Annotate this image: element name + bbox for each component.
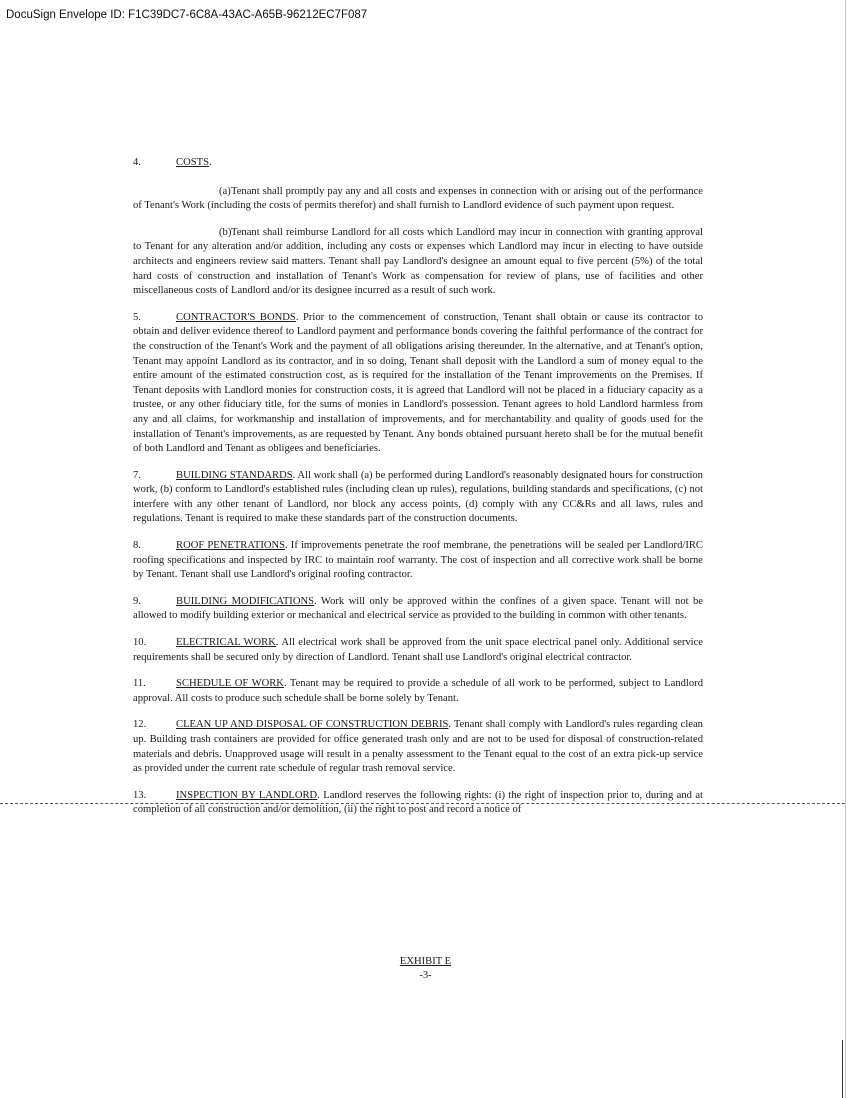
- section-13-title: INSPECTION BY LANDLORD: [176, 789, 318, 801]
- section-4b: (b)Tenant shall reimburse Landlord for all costs which Landlord may incur in connection with granting approval to Tenant for any alteration and/or addition, including any costs or expenses which Landlord may incur in electing to have outside architects and engineers review said matters. Tenant shall pay Landlord's designee an amount equal to five percent (5%) of the total hard costs of construction and installation of Tenant's Work as compensation for review of plans, use of facilities and other miscellaneous costs of Landlord and/or its designee incurred as a result of such work.: [133, 226, 703, 297]
- section-9: 9. BUILDING MODIFICATIONS. Work will only be approved within the confines of a given space. Tenant will not be allowed to modify building exterior or mechanical and electrical service as provided to the building in common with other tenants.: [133, 595, 703, 622]
- section-11: 11. SCHEDULE OF WORK. Tenant may be required to provide a schedule of all work to be performed, subject to Landlord approval. All costs to produce such schedule shall be borne solely by Tenant.: [133, 678, 703, 704]
- section-7: 7. BUILDING STANDARDS. All work shall (a) be performed during Landlord's reasonably designated hours for construction work, (b) conform to Landlord's established rules (including clean up rules), regulations, building standards and specifications, (c) not interfere with any other tenant of Landlord, nor block any access points, (d) comply with any CC&Rs and all laws, rules and regulations. Tenant is required to make these standards part of the construction documents.: [133, 469, 703, 525]
- section-13: 13. INSPECTION BY LANDLORD. Landlord reserves the following rights: (i) the right of inspection prior to, during and at completion of all construction and/or demolition, (ii) the right to post and record a notice of: [133, 789, 703, 816]
- envelope-id: DocuSign Envelope ID: F1C39DC7-6C8A-43AC-A65B-96212EC7F087: [6, 9, 368, 21]
- section-4a: (a)Tenant shall promptly pay any and all costs and expenses in connection with or arising out of the performance of Tenant's Work (including the costs of permits therefor) and shall furnish to Landlord evidence of such payment upon request.: [133, 185, 703, 212]
- footer-page-number: -3-: [419, 970, 432, 981]
- section-5: 5. CONTRACTOR'S BONDS. Prior to the commencement of construction, Tenant shall obtain or cause its contractor to obtain and deliver evidence thereof to Landlord payment and performance bonds covering the faithful performance of the contract for the construction of the Tenant's Work and the payment of all obligations arising thereunder. In the alternative, and at Tenant's option, Tenant may appoint Landlord as its contractor, and in so doing, Tenant shall deposit with the Landlord a sum of money equal to the entire amount of the estimated construction cost, as is required for the installation of the Tenant improvements on the Premises. If Tenant deposits with Landlord monies for construction costs, it is agreed that Landlord will not be placed in a fiduciary capacity as a trustee, or any other fiduciary title, for the sums of monies in Landlord's possession. Tenant agrees to hold Landlord harmless from any and all claims, for workmanship and installation of improvements, and for merchantability and quality of goods used for the installation of Tenant's improvements, as are requested by Tenant. Any bonds obtained pursuant hereto shall be for the mutual benefit of both Landlord and Tenant as obligees and beneficiaries.: [133, 311, 703, 455]
- section-4-title: COSTS: [176, 157, 209, 168]
- page-edge-line: [845, 0, 846, 1098]
- section-10-title: ELECTRICAL WORK: [176, 637, 276, 649]
- document-body: [133, 156, 703, 830]
- section-8-title: ROOF PENETRATIONS: [176, 540, 286, 552]
- section-10: 10. ELECTRICAL WORK. All electrical work shall be approved from the unit space electrical panel only. Additional service requirements shall be secured only by direction of Landlord. Tenant shall use Landlord's original electrical contractor.: [133, 637, 703, 663]
- footer-exhibit: EXHIBIT E: [399, 956, 452, 967]
- section-8: 8. ROOF PENETRATIONS. If improvements penetrate the roof membrane, the penetrations will be sealed per Landlord/IRC roofing specifications and inspected by IRC to maintain roof warranty. The cost of inspection and all corrective work shall be borne by Tenant. Tenant shall use Landlord's original roofing contractor.: [133, 540, 703, 581]
- section-4-heading: 4. COSTS.: [133, 157, 212, 168]
- section-7-title: BUILDING STANDARDS: [176, 469, 293, 481]
- section-11-title: SCHEDULE OF WORK: [176, 678, 284, 690]
- section-5-title: CONTRACTOR'S BONDS: [176, 311, 296, 323]
- page-edge-mark: [842, 1040, 843, 1098]
- section-12: 12. CLEAN UP AND DISPOSAL OF CONSTRUCTION DEBRIS. Tenant shall comply with Landlord's rules regarding clean up. Building trash containers are provided for office generated trash only and are not to be used for disposal of construction-related materials and debris. Unapproved usage will result in a penalty assessment to the Tenant equal to the cost of an extra pick-up service as provided under the current rate schedule of regular trash removal service.: [133, 719, 703, 775]
- section-9-title: BUILDING MODIFICATIONS: [176, 595, 315, 607]
- section-12-title: CLEAN UP AND DISPOSAL OF CONSTRUCTION DEBRIS: [176, 719, 449, 731]
